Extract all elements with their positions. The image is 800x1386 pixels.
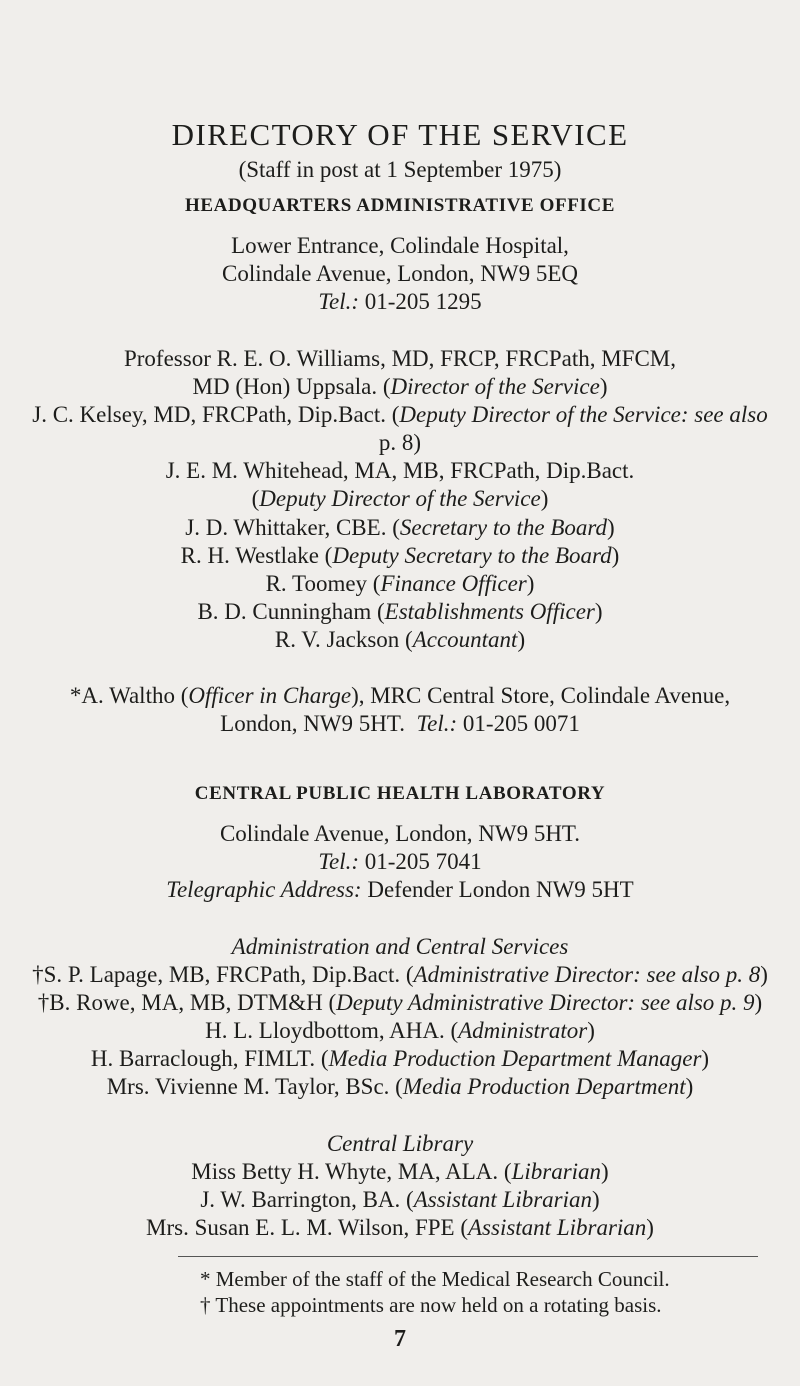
tel-label: Tel.: [318,849,360,874]
store-address: London, NW9 5HT. Tel.: 01-205 0071 [220,711,580,736]
hq-staff-entry: p. 8) [378,430,422,455]
admin-staff-entry: H. L. Lloydbottom, AHA. (Administrator) [205,1018,595,1043]
hq-address-line-1: Lower Entrance, Colindale Hospital, [231,233,569,258]
hq-staff-entry: R. H. Westlake (Deputy Secretary to the Board) [180,543,620,568]
page-number: 7 [394,1326,406,1352]
admin-staff-entry: H. Barraclough, FIMLT. (Media Production Department Manager) [90,1046,710,1071]
hq-address-line-2: Colindale Avenue, London, NW9 5EQ [221,261,578,286]
hq-staff-entry: R. Toomey (Finance Officer) [265,571,535,596]
cphl-address: Colindale Avenue, London, NW9 5HT. [219,821,581,846]
library-heading: Central Library [326,1131,474,1156]
cphl-telephone [0,848,800,876]
admin-staff-entry: Mrs. Vivienne M. Taylor, BSc. (Media Production Department) [106,1074,694,1099]
admin-staff-entry: †B. Rowe, MA, MB, DTM&H (Deputy Administrative Director: see also p. 9) [37,990,763,1015]
page-title: DIRECTORY OF THE SERVICE [171,117,629,152]
hq-staff-entry: (Deputy Director of the Service) [251,486,549,511]
tel-number: 01-205 1295 [364,289,482,314]
library-staff-entry: Mrs. Susan E. L. M. Wilson, FPE (Assistant Librarian) [146,1215,654,1240]
tel-number: 01-205 0071 [462,711,580,736]
tel-number: 01-205 7041 [364,849,482,874]
hq-staff-entry: B. D. Cunningham (Establishments Officer) [197,599,603,624]
cphl-heading: CENTRAL PUBLIC HEALTH LABORATORY [194,783,606,804]
admin-heading: Administration and Central Services [231,934,569,959]
staff-date-note: (Staff in post at 1 September 1975) [238,157,562,182]
hq-heading: HEADQUARTERS ADMINISTRATIVE OFFICE [184,195,616,216]
hq-staff-entry: MD (Hon) Uppsala. (Director of the Service) [192,374,608,399]
admin-staff-entry: †S. P. Lapage, MB, FRCPath, Dip.Bact. (Administrative Director: see also p. 8) [32,962,768,987]
hq-staff-entry: J. E. M. Whitehead, MA, MB, FRCPath, Dip.Bact. [165,458,635,483]
tel-label: Tel.: [318,289,360,314]
footnote-star: * Member of the staff of the Medical Research Council. [200,1267,670,1291]
hq-staff-entry: Professor R. E. O. Williams, MD, FRCP, FRCPath, MFCM, [123,346,677,371]
library-staff-entry: Miss Betty H. Whyte, MA, ALA. (Librarian) [191,1159,609,1184]
hq-staff-entry: J. D. Whittaker, CBE. (Secretary to the Board) [185,515,615,540]
footnote-dagger: † These appointments are now held on a rotating basis. [200,1293,662,1317]
hq-staff-entry: R. V. Jackson (Accountant) [274,627,526,652]
hq-telephone [0,288,800,316]
cphl-telegraphic-address: Telegraphic Address: Defender London NW9 5HT [166,877,634,902]
footnote-divider [178,1256,758,1257]
library-staff-entry: J. W. Barrington, BA. (Assistant Librarian) [200,1187,600,1212]
hq-staff-entry: J. C. Kelsey, MD, FRCPath, Dip.Bact. (Deputy Director of the Service: see also [32,402,768,427]
tel-label: Tel.: [416,711,458,736]
store-entry: *A. Waltho (Officer in Charge), MRC Central Store, Colindale Avenue, [69,683,731,708]
